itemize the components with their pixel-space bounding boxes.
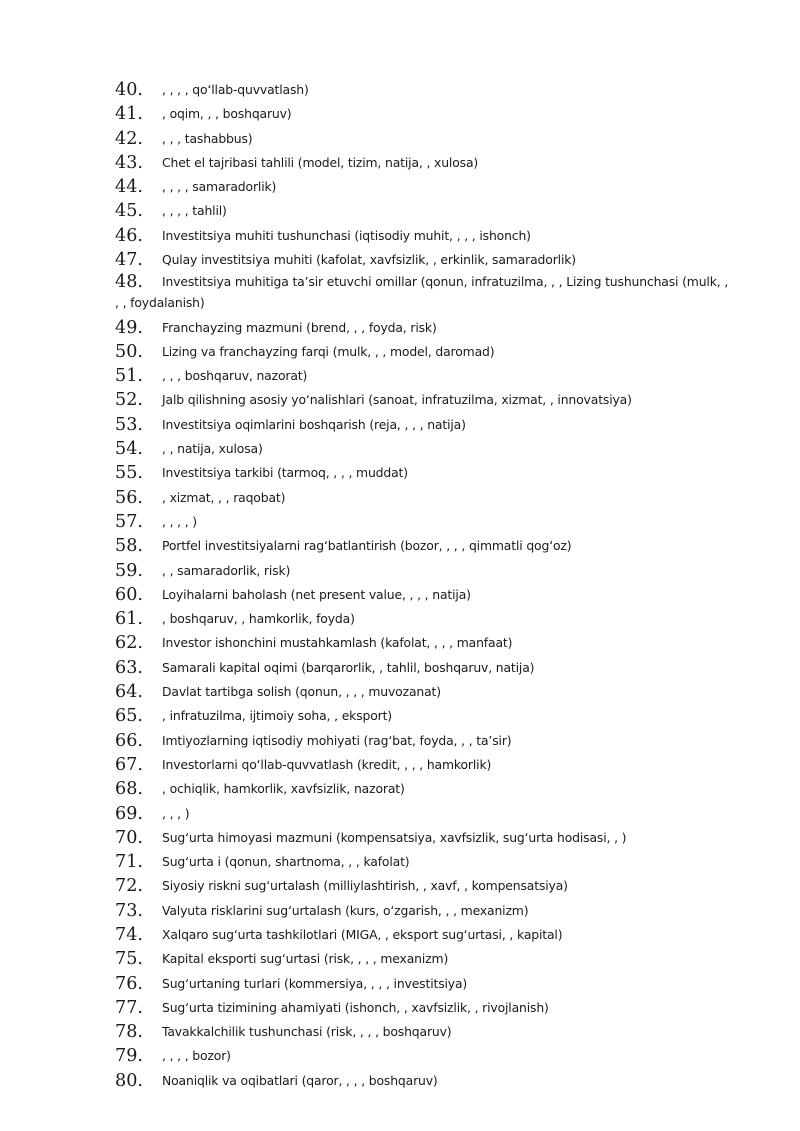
list-item [115, 583, 735, 607]
item-text: Siyosiy riskni sug‘urtalash (milliylashtirish, , xavf, , kompensatsiya) [162, 878, 568, 894]
item-text: , , samaradorlik, risk) [162, 562, 291, 578]
list-item [115, 437, 735, 461]
item-text: , , , , qo‘llab-quvvatlash) [162, 82, 309, 97]
item-text: , , , , tahlil) [162, 203, 227, 219]
item-text: Loyihalarni baholash (net present value, , , , natija) [162, 586, 471, 602]
item-number: 44. [115, 177, 143, 198]
item-number: 80. [115, 1070, 143, 1091]
item-number: 55. [115, 463, 143, 484]
item-number: 46. [115, 225, 143, 246]
numbered-list [115, 78, 735, 1093]
item-number: 51. [115, 366, 143, 387]
item-text: Sug‘urta tizimining ahamiyati (ishonch, , xavfsizlik, , rivojlanish) [162, 999, 549, 1015]
list-item [115, 1020, 735, 1044]
list-item [115, 510, 735, 534]
list-item [115, 224, 735, 248]
list-item [115, 899, 735, 923]
list-item [115, 874, 735, 898]
item-text: Investitsiya muhiti tushunchasi (iqtisodiy muhit, , , , ishonch) [162, 227, 531, 243]
item-text: Portfel investitsiyalarni rag‘batlantirish (bozor, , , , qimmatli qog‘oz) [162, 538, 572, 554]
item-text: Noaniqlik va oqibatlari (qaror, , , , boshqaruv) [162, 1072, 438, 1088]
list-item [115, 78, 735, 102]
item-number: 61. [115, 609, 143, 630]
item-text: Investitsiya oqimlarini boshqarish (reja, , , , natija) [162, 416, 466, 432]
item-text: , infratuzilma, ijtimoiy soha, , eksport) [162, 708, 392, 724]
item-number: 71. [115, 852, 143, 873]
list-item [115, 996, 735, 1020]
item-text: Qulay investitsiya muhiti (kafolat, xavfsizlik, , erkinlik, samaradorlik) [162, 252, 576, 268]
item-text: Sug‘urta himoyasi mazmuni (kompensatsiya, xavfsizlik, sug‘urta hodisasi, , ) [162, 829, 627, 845]
item-number: 43. [115, 152, 143, 173]
item-number: 77. [115, 997, 143, 1018]
item-number: 50. [115, 341, 143, 362]
item-text: , , , , samaradorlik) [162, 179, 277, 195]
list-item [115, 316, 735, 340]
list-item [115, 199, 735, 223]
list-item [115, 729, 735, 753]
item-number: 47. [115, 250, 143, 271]
item-text: , , , , bozor) [162, 1048, 231, 1064]
item-number: 74. [115, 924, 143, 945]
item-text: Investitsiya tarkibi (tarmoq, , , , muddat) [162, 465, 408, 481]
item-number: 52. [115, 390, 143, 411]
item-number: 53. [115, 414, 143, 435]
list-item [115, 607, 735, 631]
list-item [115, 272, 735, 313]
item-number: 76. [115, 973, 143, 994]
item-text: Valyuta risklarini sug‘urtalash (kurs, o‘zgarish, , , mexanizm) [162, 902, 529, 918]
item-number: 58. [115, 536, 143, 557]
list-item [115, 826, 735, 850]
item-number: 67. [115, 754, 143, 775]
item-text: Kapital eksporti sug‘urtasi (risk, , , , mexanizm) [162, 951, 449, 967]
list-item [115, 777, 735, 801]
list-item [115, 534, 735, 558]
item-text: , oqim, , , boshqaruv) [162, 106, 292, 122]
list-item [115, 559, 735, 583]
list-item [115, 947, 735, 971]
list-item [115, 388, 735, 412]
item-number: 54. [115, 439, 143, 460]
item-number: 75. [115, 949, 143, 970]
item-text: , , natija, xulosa) [162, 441, 263, 457]
item-number: 49. [115, 317, 143, 338]
list-item [115, 850, 735, 874]
item-text: , , , boshqaruv, nazorat) [162, 368, 308, 384]
list-item [115, 656, 735, 680]
item-text: Davlat tartibga solish (qonun, , , , muvozanat) [162, 684, 441, 700]
item-number: 40. [115, 80, 143, 100]
item-number: 59. [115, 560, 143, 581]
list-item [115, 340, 735, 364]
item-text: Sug‘urta i (qonun, shartnoma, , , kafolat) [162, 854, 410, 870]
item-number: 41. [115, 104, 143, 125]
item-text: Tavakkalchilik tushunchasi (risk, , , , boshqaruv) [162, 1024, 452, 1040]
item-text: Samarali kapital oqimi (barqarorlik, , tahlil, boshqaruv, natija) [162, 659, 535, 675]
item-text: , ochiqlik, hamkorlik, xavfsizlik, nazorat) [162, 781, 405, 797]
item-number: 42. [115, 128, 143, 149]
item-number: 69. [115, 803, 143, 824]
list-item [115, 631, 735, 655]
item-text: Xalqaro sug‘urta tashkilotlari (MIGA, , eksport sug‘urtasi, , kapital) [162, 926, 563, 942]
list-item [115, 486, 735, 510]
list-item [115, 923, 735, 947]
item-text: , , , , ) [162, 513, 197, 529]
item-number: 78. [115, 1022, 143, 1043]
item-text: Jalb qilishning asosiy yo‘nalishlari (sanoat, infratuzilma, xizmat, , innovatsiya) [162, 392, 632, 408]
item-text: Lizing va franchayzing farqi (mulk, , , model, daromad) [162, 343, 495, 359]
item-text: , , , ) [162, 805, 190, 821]
item-text: Imtiyozlarning iqtisodiy mohiyati (rag‘bat, foyda, , , ta’sir) [162, 732, 512, 748]
item-text: Investorlarni qo‘llab-quvvatlash (kredit, , , , hamkorlik) [162, 756, 492, 772]
list-item [115, 151, 735, 175]
list-item [115, 1044, 735, 1068]
item-text: Chet el tajribasi tahlili (model, tizim, natija, , xulosa) [162, 154, 479, 170]
item-number: 48. [115, 272, 143, 293]
list-item [115, 753, 735, 777]
list-item [115, 704, 735, 728]
item-number: 62. [115, 633, 143, 654]
item-text: Investor ishonchini mustahkamlash (kafolat, , , , manfaat) [162, 635, 513, 651]
list-item [115, 1069, 735, 1093]
list-item [115, 248, 735, 272]
item-text: , xizmat, , , raqobat) [162, 489, 286, 505]
item-number: 70. [115, 827, 143, 848]
list-item [115, 802, 735, 826]
item-number: 65. [115, 706, 143, 727]
list-item [115, 364, 735, 388]
item-number: 66. [115, 730, 143, 751]
item-text: Sug‘urtaning turlari (kommersiya, , , , investitsiya) [162, 975, 468, 991]
list-item [115, 127, 735, 151]
list-item [115, 413, 735, 437]
list-item [115, 102, 735, 126]
list-item [115, 175, 735, 199]
item-number: 63. [115, 657, 143, 678]
item-number: 73. [115, 900, 143, 921]
item-number: 56. [115, 487, 143, 508]
item-number: 68. [115, 779, 143, 800]
item-text: , , , tashabbus) [162, 130, 253, 146]
item-number: 72. [115, 876, 143, 897]
list-item [115, 680, 735, 704]
item-text: , boshqaruv, , hamkorlik, foyda) [162, 611, 355, 627]
item-number: 57. [115, 511, 143, 532]
item-text: Franchayzing mazmuni (brend, , , foyda, risk) [162, 319, 437, 335]
item-number: 64. [115, 682, 143, 703]
item-number: 45. [115, 201, 143, 222]
list-item [115, 461, 735, 485]
list-item [115, 972, 735, 996]
item-number: 79. [115, 1046, 143, 1067]
item-text: Investitsiya muhitiga ta’sir etuvchi omillar (qonun, infratuzilma, , , Lizing tushunchasi (mulk, , , , foydalanish) [115, 274, 729, 310]
item-number: 60. [115, 584, 143, 605]
